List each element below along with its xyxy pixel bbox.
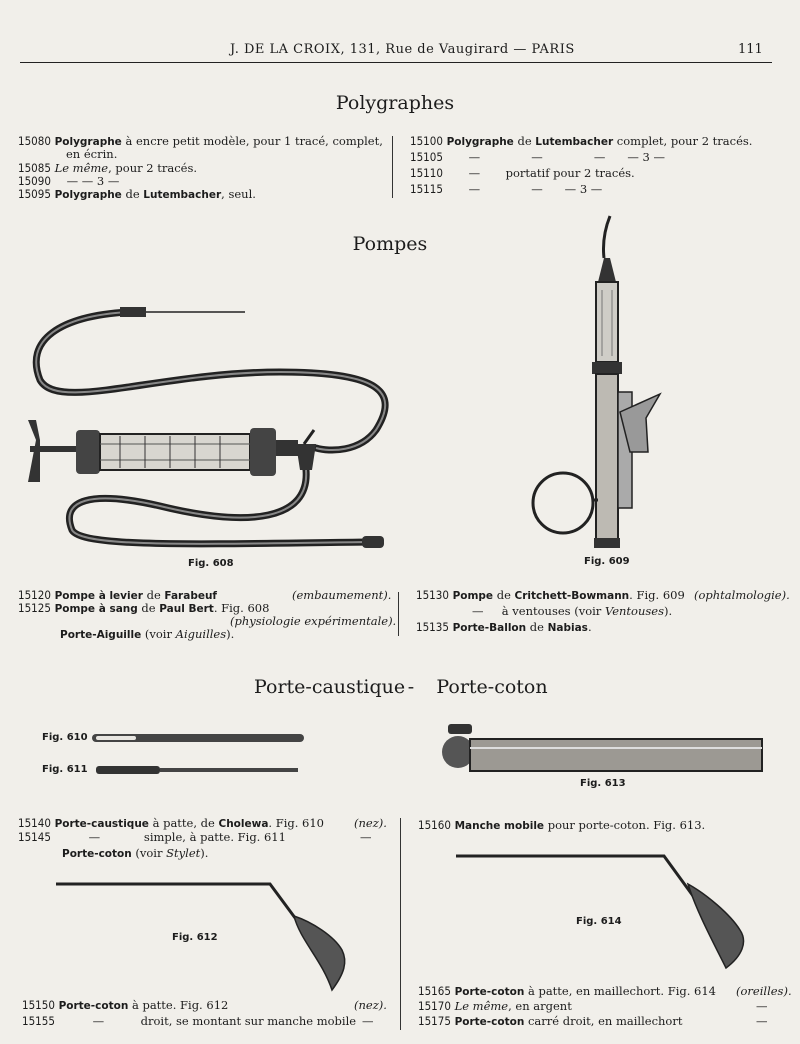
list-item: — à ventouses (voir Ventouses).: [472, 604, 673, 618]
figure-caption-610: Fig. 610: [42, 732, 88, 743]
column-divider: [400, 818, 401, 1030]
figure-caption-613: Fig. 613: [580, 778, 626, 789]
list-item: 15110 — portatif pour 2 tracés.: [410, 166, 635, 180]
figure-caption-611: Fig. 611: [42, 764, 88, 775]
header-text: J. DE LA CROIX, 131, Rue de Vaugirard — PARIS: [230, 42, 575, 57]
list-item: 15115 — — — 3 —: [410, 182, 603, 196]
list-item: 15125 Pompe à sang de Paul Bert. Fig. 608: [18, 601, 270, 615]
section-title-porte-coton: Porte-coton: [436, 676, 548, 698]
list-item: 15165 Porte-coton à patte, en maillechort. Fig. 614 (oreilles).: [418, 984, 792, 998]
list-item: 15135 Porte-Ballon de Nabias.: [416, 620, 592, 634]
page-number: 111: [738, 42, 763, 57]
list-item: 15085 Le même, pour 2 tracés.: [18, 161, 197, 175]
porte-left-top-list: [18, 816, 386, 864]
porte-left-bottom-list: [22, 998, 386, 1032]
section-title-dash: -: [407, 676, 415, 698]
list-item: 15160 Manche mobile pour porte-coton. Fig. 613.: [418, 818, 706, 832]
list-item-note: (physiologie expérimentale).: [230, 614, 397, 628]
figure-caption-614: Fig. 614: [576, 916, 622, 927]
list-item: 15095 Polygraphe de Lutembacher, seul.: [18, 187, 256, 201]
list-item: 15120 Pompe à levier de Farabeuf (embaumement).: [18, 588, 392, 602]
list-item: 15145 — simple, à patte. Fig. 611 —: [18, 830, 372, 844]
list-item: Porte-coton (voir Stylet).: [62, 846, 209, 860]
list-item: 15170 Le même, en argent —: [418, 999, 768, 1013]
list-item-continuation: en écrin.: [66, 147, 118, 161]
list-item: 15090 — — 3 —: [18, 174, 120, 188]
list-item: Porte-Aiguille (voir Aiguilles).: [60, 627, 235, 641]
list-item: 15100 Polygraphe de Lutembacher complet, pour 2 tracés.: [410, 134, 753, 148]
figure-caption-609: Fig. 609: [584, 556, 630, 567]
list-item: 15155 — droit, se montant sur manche mobile —: [22, 1014, 374, 1028]
section-title-porte-caustique: Porte-caustique: [254, 676, 406, 698]
list-item: 15150 Porte-coton à patte. Fig. 612 (nez).: [22, 998, 387, 1012]
list-item: 15140 Porte-caustique à patte, de Cholewa. Fig. 610 (nez).: [18, 816, 387, 830]
section-title-polygraphes: Polygraphes: [335, 92, 455, 114]
figure-caption-612: Fig. 612: [172, 932, 218, 943]
figure-caption-608: Fig. 608: [188, 558, 234, 569]
section-title-pompes: Pompes: [352, 233, 428, 255]
list-item: 15080 Polygraphe à encre petit modèle, pour 1 tracé, complet,: [18, 134, 383, 148]
list-item: 15105 — — — — 3 —: [410, 150, 665, 164]
porte-right-bottom-list: [418, 984, 790, 1032]
list-item: 15175 Porte-coton carré droit, en maillechort —: [418, 1014, 768, 1028]
list-item: 15130 Pompe de Critchett-Bowmann. Fig. 609 (ophtalmologie).: [416, 588, 790, 602]
